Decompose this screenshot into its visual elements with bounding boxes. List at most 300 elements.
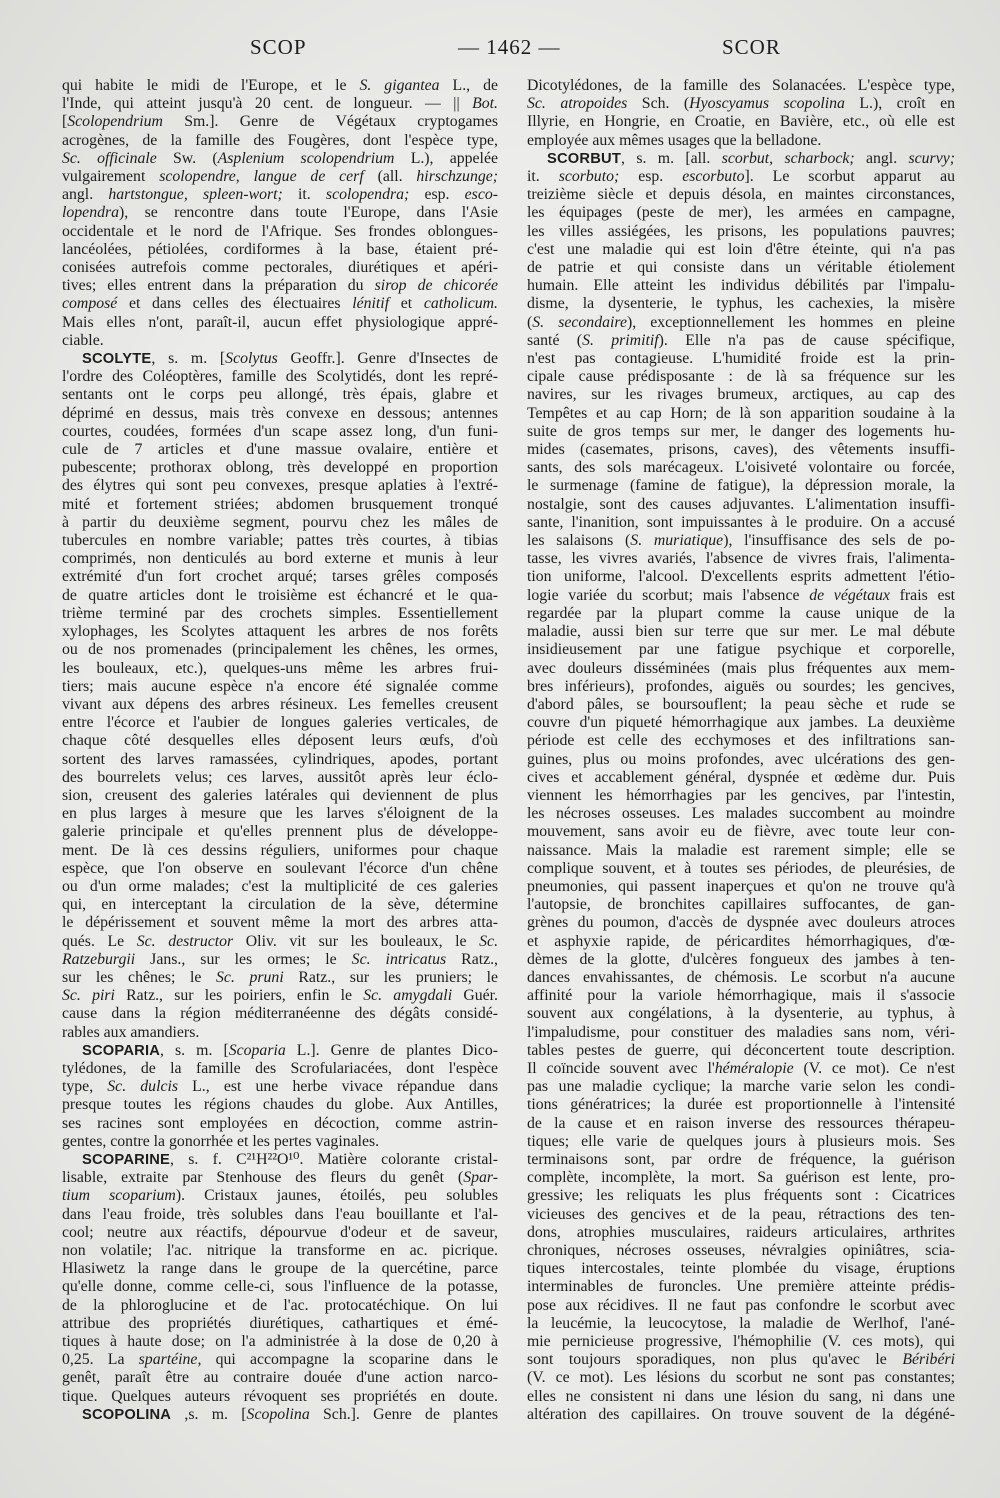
text-run: mité et fortement striées; abdomen brusquement tronqué [62, 495, 498, 513]
text-run: trième terminé par des crochets simples. Essentiellement [62, 604, 498, 622]
text-run: , s. f. C²¹H²²O¹⁰. Matière colorante cristal- [170, 1150, 498, 1168]
text-line [527, 568, 955, 586]
text-run: affinité pour la variole hémorrhagique, mais il s'associe [527, 987, 955, 1005]
text-run: et asphyxie rapide, de péricardites hémorrhagiques, d'œ- [527, 932, 955, 950]
text-line [62, 1278, 498, 1296]
text-run: comprimés, non denticulés au bord externe et munis à leur [62, 550, 498, 568]
text-line [527, 1333, 955, 1351]
text-line [62, 477, 498, 495]
text-line [62, 1224, 498, 1242]
text-run: Sch.]. Genre de plantes [309, 1405, 498, 1423]
text-run: vicieuses des gencives et de la peau, rétractions des ten- [527, 1205, 955, 1223]
text-line [62, 987, 498, 1005]
text-run: terminaisons sont, par ordre de fréquence, la guérison [527, 1150, 955, 1168]
text-line [62, 350, 498, 368]
text-run: altération des capillaires. On trouve souvent de la dégéné- [527, 1405, 955, 1423]
text-line [62, 969, 498, 987]
headword: SCORBUT [547, 150, 622, 167]
text-run: période est celle des ecchymoses et des infiltrations san- [527, 732, 955, 750]
text-line [527, 951, 955, 969]
italic-run: scurvy; [908, 149, 955, 167]
text-line [62, 1005, 498, 1023]
text-line [62, 1078, 498, 1096]
text-line [62, 1242, 498, 1260]
text-line [62, 1096, 498, 1114]
text-line [62, 459, 498, 477]
text-run: presque toutes les régions chaudes du globe. Aux Antilles, [62, 1096, 498, 1114]
text-line [62, 860, 498, 878]
text-run: les villes assiégées, les prisons, les populations pauvres; [527, 222, 955, 240]
text-run: grènes du poumon, d'accès de dyspnée avec douleurs atroces [527, 914, 955, 932]
text-run: et [389, 295, 424, 313]
text-run: ses racines sont employées en décoction, comme astrin- [62, 1114, 498, 1132]
text-run: mides (casemates, prisons, caves), des vêtements insuffi- [527, 441, 955, 459]
italic-run: Sc. amygdali [363, 987, 453, 1005]
text-run: angl. [854, 149, 909, 167]
text-line [62, 1315, 498, 1333]
text-run: espèce, que l'on observe en soulevant l'écorce d'un chêne [62, 859, 498, 877]
text-run: souvent aux congélations, à la dysenterie, au typhus, à [527, 1005, 955, 1023]
italic-run: Asplenium scolopendrium [217, 149, 395, 167]
text-run: gentes, contre la gonorrhée et les pertes vaginales. [62, 1132, 380, 1150]
italic-run: Sc. [479, 932, 499, 950]
text-line [527, 423, 955, 441]
text-run: it. [282, 186, 326, 204]
text-line [62, 368, 498, 386]
text-line [527, 441, 955, 459]
text-line [527, 860, 955, 878]
text-line [62, 1169, 498, 1187]
text-run: non volatile; l'ac. nitrique la transforme en ac. picrique. [62, 1242, 498, 1259]
text-run: l'impaludisme, pour constituer des maladies sans nom, véri- [527, 1023, 955, 1041]
text-line [62, 805, 498, 823]
text-line [527, 204, 955, 222]
text-run: mie pernicieuse progressive, l'hémophilie (V. ces mots), qui [527, 1333, 955, 1351]
text-run: tiers; mais aucune espèce n'a encore été signalée comme [62, 677, 498, 695]
italic-run: Scolopendrium [67, 113, 163, 131]
text-run: couvre d'un piqueté hémorrhagique aux jambes. La deuxième [527, 714, 955, 732]
text-run: Tempêtes et au cap Horn; de là son apparition soudaine à la [527, 404, 955, 422]
text-line [527, 405, 955, 423]
text-run: angl. [62, 186, 109, 204]
text-run: L.), croît en [844, 95, 955, 113]
italic-run: S. gigantea [359, 77, 440, 94]
italic-run: héméralopie [714, 1059, 794, 1077]
text-line [527, 1242, 955, 1260]
text-line [62, 550, 498, 568]
text-line [527, 368, 955, 386]
text-run: des élytres qui sont peu convexes, presque aplaties à l'extré- [62, 477, 498, 495]
italic-run: scorbuto; [558, 168, 620, 186]
text-run: Geoffr.]. Genre d'Insectes de [277, 350, 498, 368]
text-run: les bouleaux, etc.), quelques-uns même les arbres frui- [62, 659, 498, 677]
text-line [527, 168, 955, 186]
italic-run: de végétaux [809, 586, 890, 604]
text-line [527, 186, 955, 204]
text-run: complique souvent, et à toutes ses périodes, de pleurésies, de [527, 859, 955, 877]
text-line [527, 332, 955, 350]
text-line [527, 295, 955, 313]
italic-run: Sc. atropoides [527, 95, 628, 113]
text-line [62, 1115, 498, 1133]
text-run: pneumonies, qui passent inaperçues et qu'on ne trouve qu'à [527, 877, 955, 895]
text-run: ou de nos promenades (principalement les chênes, les ormes, [62, 641, 498, 659]
text-run: nostalgie, sont des causes adjuvantes. L'alimentation insuffi- [527, 495, 955, 513]
text-run: Guér. [452, 987, 498, 1005]
text-run: tions génératrices; la durée est proportionnelle à l'intensité [527, 1096, 955, 1114]
text-run: n'est pas contagieuse. L'humidité froide est la prin- [527, 350, 955, 368]
text-line [527, 1024, 955, 1042]
text-run: , s. m. [all. [621, 149, 722, 167]
italic-run: Scopolina [246, 1405, 310, 1423]
text-line [62, 623, 498, 641]
text-run: Sw. ( [156, 149, 218, 167]
text-run: les salaisons ( [527, 532, 631, 550]
text-run: regardée par la plupart comme la cause unique de la [527, 604, 955, 622]
text-line [62, 1369, 498, 1387]
text-run: dances envahissantes, de chémosis. Le scorbut n'a aucune [527, 968, 955, 986]
text-line [62, 787, 498, 805]
text-run: galerie principale et qu'elles prennent plus de développe- [62, 823, 498, 841]
italic-run: catholicum. [423, 295, 498, 313]
text-line [62, 933, 498, 951]
text-run: employée aux mêmes usages que la belladone. [527, 131, 822, 149]
text-run: pas une maladie cyclique; la marche varie selon les condi- [527, 1078, 955, 1096]
text-line [527, 1187, 955, 1205]
text-run: cives et accablement général, dyspnée et œdème dur. Puis [527, 768, 955, 786]
text-line [527, 1078, 955, 1096]
text-line [527, 277, 955, 295]
italic-run: Sc. piri [62, 987, 115, 1005]
text-run: déprimé en dessus, mais très convexe en dessous; antennes [62, 404, 498, 422]
text-run: gressive; les reliquats les plus fréquents sont : Cicatrices [527, 1187, 955, 1205]
text-line [527, 914, 955, 932]
text-line [527, 1369, 955, 1387]
text-line [62, 714, 498, 732]
text-run: xylophages, les Scolytes attaquent les arbres de nos forêts [62, 623, 498, 641]
text-line [527, 241, 955, 259]
text-line [62, 914, 498, 932]
text-run: courtes, coudées, formées d'un scape assez long, d'un funi- [62, 422, 498, 440]
text-line [62, 842, 498, 860]
text-line [62, 1206, 498, 1224]
text-run: cule de 7 articles et d'une massue ovalaire, entière et [62, 441, 498, 459]
text-line [527, 1005, 955, 1023]
text-line [62, 186, 498, 204]
text-run: l'Inde, qui atteint jusqu'à 20 cent. de longueur. — || [62, 95, 473, 113]
italic-run: hartstongue, spleen-wort; [108, 186, 283, 204]
headword: SCOLYTE [82, 351, 152, 368]
text-run: bres inférieurs), profondes, aiguës ou sourdes; les gencives, [527, 677, 955, 695]
text-line [62, 1133, 498, 1151]
text-line [62, 660, 498, 678]
text-run: cool; neutre aux réactifs, dépourvue d'odeur et de saveur, [62, 1223, 498, 1241]
italic-run: Bot. [472, 95, 498, 113]
text-run: d'abord pâles, se boursouflent; la peau sèche et rude se [527, 695, 955, 713]
text-run: de quatre articles dont le troisième est échancré et le qua- [62, 586, 498, 604]
italic-run: Sc. officinale [62, 149, 157, 167]
text-line [527, 113, 955, 131]
text-line [527, 223, 955, 241]
text-line [527, 532, 955, 550]
text-line [62, 732, 498, 750]
text-line [527, 1351, 955, 1369]
text-line [62, 678, 498, 696]
text-run: (V. ce mot). Les lésions du scorbut ne sont pas constantes; [527, 1369, 955, 1387]
text-line [527, 933, 955, 951]
text-line [62, 1297, 498, 1315]
italic-run: S. muriatique [630, 532, 724, 550]
italic-run: lopendra [62, 204, 120, 222]
text-run: elles ne consistent ni dans une lésion du sang, ni dans une [527, 1387, 955, 1405]
text-run: sion, creusent des galeries latérales qui deviennent de plus [62, 786, 498, 804]
text-run: navires, sur les rivages brumeux, arctiques, au cap des [527, 386, 955, 404]
text-line [527, 605, 955, 623]
text-line [62, 896, 498, 914]
italic-run: spartéine, [138, 1351, 202, 1369]
text-run: c'est une maladie qui est loin d'être éteinte, qui n'a pas [527, 240, 955, 258]
text-run: qui accompagne la scoparine dans le [201, 1351, 498, 1369]
text-line [62, 514, 498, 532]
text-line [527, 987, 955, 1005]
italic-run: scolopendre, langue de cerf [159, 168, 364, 186]
text-line [527, 1133, 955, 1151]
text-run: Il coïncide souvent avec l' [527, 1059, 715, 1077]
text-run: esp. [409, 186, 465, 204]
text-run: les équipages (peste de mer), les armées en campagne, [527, 204, 955, 222]
italic-run: sirop de chicorée [374, 277, 498, 295]
text-run: ), exceptionnellement les hommes en pleine [626, 313, 955, 331]
italic-run: Sc. dulcis [107, 1078, 179, 1096]
text-run: conisées autrefois comme pectorales, diurétiques et apéri- [62, 259, 498, 277]
text-run: qu'elle donne, comme celle-ci, sous l'influence de la potasse, [62, 1278, 498, 1296]
text-run: ( [527, 313, 533, 331]
text-line [527, 641, 955, 659]
italic-run: scolopendra; [325, 186, 410, 204]
text-run: entre l'écorce et l'aubier de longues galeries verticales, de [62, 714, 498, 732]
headword: SCOPARIA [82, 1042, 161, 1059]
text-run: logie variée du scorbut; mais l'absence [527, 586, 810, 604]
italic-run: S. primitif [582, 331, 659, 349]
text-run: ). Cristaux jaunes, étoilés, peu solubles [175, 1187, 498, 1205]
text-line [527, 823, 955, 841]
text-line [62, 423, 498, 441]
text-line [527, 1060, 955, 1078]
text-line [527, 259, 955, 277]
italic-run: tium scoparium [62, 1187, 176, 1205]
text-line [62, 1260, 498, 1278]
text-line [62, 241, 498, 259]
text-line [527, 1388, 955, 1406]
text-line [62, 1042, 498, 1060]
italic-run: Sc. destructor [136, 932, 234, 950]
text-run: l'ordre des Coléoptères, famille des Scolytidés, dont les repré- [62, 368, 498, 386]
text-run: dons, atrophies musculaires, raideurs articulaires, arthrites [527, 1223, 955, 1241]
italic-run: Scolytus [225, 350, 278, 368]
text-run: tylédones, de la famille des Scrofulariacées, dont l'espèce [62, 1059, 498, 1077]
text-run: Dicotylédones, de la famille des Solanacées. L'espèce type, [527, 77, 955, 94]
text-run: tion uniforme, l'alcool. D'excellents esprits admettent l'étio- [527, 568, 955, 586]
text-run: disme, la dysenterie, le typhus, les cachexies, la misère [527, 295, 955, 313]
text-line [62, 587, 498, 605]
text-line [62, 568, 498, 586]
text-run: (V. ce mot). Ce n'est [793, 1059, 956, 1077]
text-run: Sm.]. Genre de Végétaux cryptogames [162, 113, 498, 131]
text-line [62, 696, 498, 714]
text-line [62, 641, 498, 659]
text-line [527, 678, 955, 696]
text-run: chaque côté desquelles elles déposent leurs œufs, d'où [62, 732, 498, 750]
text-line [62, 605, 498, 623]
text-line [62, 77, 498, 95]
text-line [527, 132, 955, 150]
text-line [62, 751, 498, 769]
text-line [62, 314, 498, 332]
right-column [527, 77, 955, 1424]
text-run: Hlasiwetz la range dans le groupe de la quercétine, parce [62, 1260, 498, 1278]
text-line [527, 696, 955, 714]
text-run: la leucémie, la leucocytose, la maladie de Werlhof, l'ané- [527, 1314, 955, 1332]
text-line [527, 314, 955, 332]
text-run: Ratz., [446, 950, 498, 968]
text-line [527, 1297, 955, 1315]
text-run: et dans celles des électuaires [117, 295, 353, 313]
text-line [62, 150, 498, 168]
text-line [527, 1315, 955, 1333]
text-run: Ratz., sur les poiriers, enfin le [114, 987, 364, 1005]
text-run: sont toujours sporadiques, non plus qu'avec le [527, 1351, 903, 1369]
text-line [62, 295, 498, 313]
text-line [527, 1278, 955, 1296]
text-line [62, 496, 498, 514]
text-run: Ratz., sur les pruniers; le [283, 968, 498, 986]
text-line [62, 441, 498, 459]
text-line [62, 1151, 498, 1169]
text-run: Jans., sur les ormes; le [135, 950, 352, 968]
text-line [527, 1151, 955, 1169]
text-line [62, 532, 498, 550]
text-line [527, 95, 955, 113]
text-run: dèmes de la glotte, d'ulcères fongueux des jambes à ten- [527, 950, 955, 968]
text-run: ciable. [62, 331, 104, 349]
text-run: tasse, les vivres avariés, l'absence de vivres frais, l'alimenta- [527, 550, 955, 568]
text-line [527, 805, 955, 823]
text-run: Mais elles n'ont, paraît-il, aucun effet physiologique appré- [62, 313, 498, 331]
text-line [62, 823, 498, 841]
text-run: occidentale et le nord de l'Afrique. Ses frondes oblongues- [62, 222, 498, 240]
text-run: lisable, extraite par Stenhouse des fleurs du genêt ( [62, 1169, 464, 1187]
text-line [527, 1169, 955, 1187]
text-line [527, 514, 955, 532]
left-column [62, 77, 498, 1424]
text-run: extrémité d'un fort crochet arqué; tarses grêles composés [62, 568, 498, 586]
text-line [527, 714, 955, 732]
text-run: vulgairement [62, 168, 160, 186]
text-run: les nécroses osseuses. Les malades succombent au moindre [527, 805, 955, 823]
italic-run: Hyoscyamus scopolina [689, 95, 845, 113]
text-run: le dépérissement et souvent même la mort des arbres atta- [62, 914, 498, 932]
text-run: de la cause et en raison inverse des ressources thérapeu- [527, 1114, 955, 1132]
text-line [62, 878, 498, 896]
text-line [527, 550, 955, 568]
italic-run: escorbuto [682, 168, 745, 186]
text-run: sur les chênes; le [62, 968, 217, 986]
text-line [527, 1042, 955, 1060]
text-run: type, [62, 1078, 108, 1096]
text-run: qui, en interceptant la circulation de la sève, détermine [62, 896, 498, 914]
text-run: ment. De là ces dessins réguliers, uniformes pour chaque [62, 841, 498, 859]
text-run: de patrie et qui consiste dans un véritable étiolement [527, 259, 955, 277]
text-line [527, 1406, 955, 1424]
text-line [527, 386, 955, 404]
text-run: insidieusement par une fatigue psychique et corporelle, [527, 641, 955, 659]
text-run: sante, l'inanition, sont impuissantes à le produire. On a accusé [527, 513, 955, 531]
text-line [62, 259, 498, 277]
italic-run: esco- [464, 186, 498, 204]
italic-run: Sc. pruni [216, 968, 284, 986]
text-line [62, 769, 498, 787]
text-run: sortent des larves ramassées, cylindriques, apodes, portant [62, 750, 498, 768]
text-line [527, 751, 955, 769]
text-line [527, 150, 955, 168]
text-run: L.]. Genre de plantes Dico- [285, 1041, 498, 1059]
text-run: à partir du deuxième segment, pourvu chez les mâles de [62, 513, 498, 531]
text-run: pose aux récidives. Il ne faut pas confondre le scorbut avec [527, 1296, 955, 1314]
text-run: L., est une herbe vivace répandue dans [178, 1078, 498, 1096]
text-line [527, 77, 955, 95]
text-line [62, 1351, 498, 1369]
text-run: ou d'un orme malades; c'est la multiplicité de ces galeries [62, 877, 498, 895]
text-run: , s. m. [ [160, 1041, 229, 1059]
text-run: interminables de furoncles. Une première atteinte prédis- [527, 1278, 955, 1296]
text-run: chroniques, nécroses osseuses, névralgies opiniâtres, scia- [527, 1242, 955, 1259]
italic-run: Spar- [463, 1169, 498, 1187]
text-run: tiques; elle varie de quelques jours à plusieurs mois. Ses [527, 1132, 955, 1150]
text-line [527, 769, 955, 787]
text-run: sentants ont le corps peu allongé, très épais, glabre et [62, 386, 498, 404]
text-run: acrogènes, de la famille des Fougères, dont l'espèce type, [62, 131, 498, 149]
italic-run: Ratzeburgii [62, 950, 136, 968]
text-line [527, 1260, 955, 1278]
text-run: ), l'insuffisance des sels de po- [723, 532, 956, 550]
text-line [62, 386, 498, 404]
text-run: vivant aux dépens des arbres résineux. Les femelles creusent [62, 695, 498, 713]
text-line [62, 113, 498, 131]
text-line [527, 787, 955, 805]
text-run: pubescente; prothorax oblong, très developpé en proportion [62, 459, 498, 477]
text-run: tique. Quelques auteurs révoquent ses propriétés en doute. [62, 1387, 498, 1405]
page-number: — 1462 — [458, 35, 561, 59]
text-line [527, 969, 955, 987]
italic-run: Scoparia [228, 1041, 286, 1059]
text-line [62, 1024, 498, 1042]
text-run: de la phloroglucine et de l'ac. protocatéchique. On lui [62, 1296, 498, 1314]
text-run: lancéolées, pétiolées, cordiformes à la base, étaient pré- [62, 240, 498, 258]
text-run: tives; elles entrent dans la préparation du [62, 277, 375, 295]
running-head-left: SCOP [250, 35, 307, 59]
text-line [527, 1096, 955, 1114]
text-run: viennent les hémorrhagies par les gencives, par l'intestin, [527, 786, 955, 804]
text-line [527, 623, 955, 641]
text-run: tiques à haute dose; on l'a administrée à la dose de 0,20 à [62, 1333, 498, 1351]
text-run: attribue des propriétés diurétiques, cathartiques et émé- [62, 1314, 498, 1332]
text-line [62, 277, 498, 295]
text-run: naissance. Mais la maladie est rarement simple; elle se [527, 841, 955, 859]
italic-run: S. secondaire [532, 313, 627, 331]
text-line [62, 1060, 498, 1078]
text-run: [ [62, 113, 68, 131]
text-run: tables pestes de guerre, qui déconcertent toute description. [527, 1041, 955, 1059]
